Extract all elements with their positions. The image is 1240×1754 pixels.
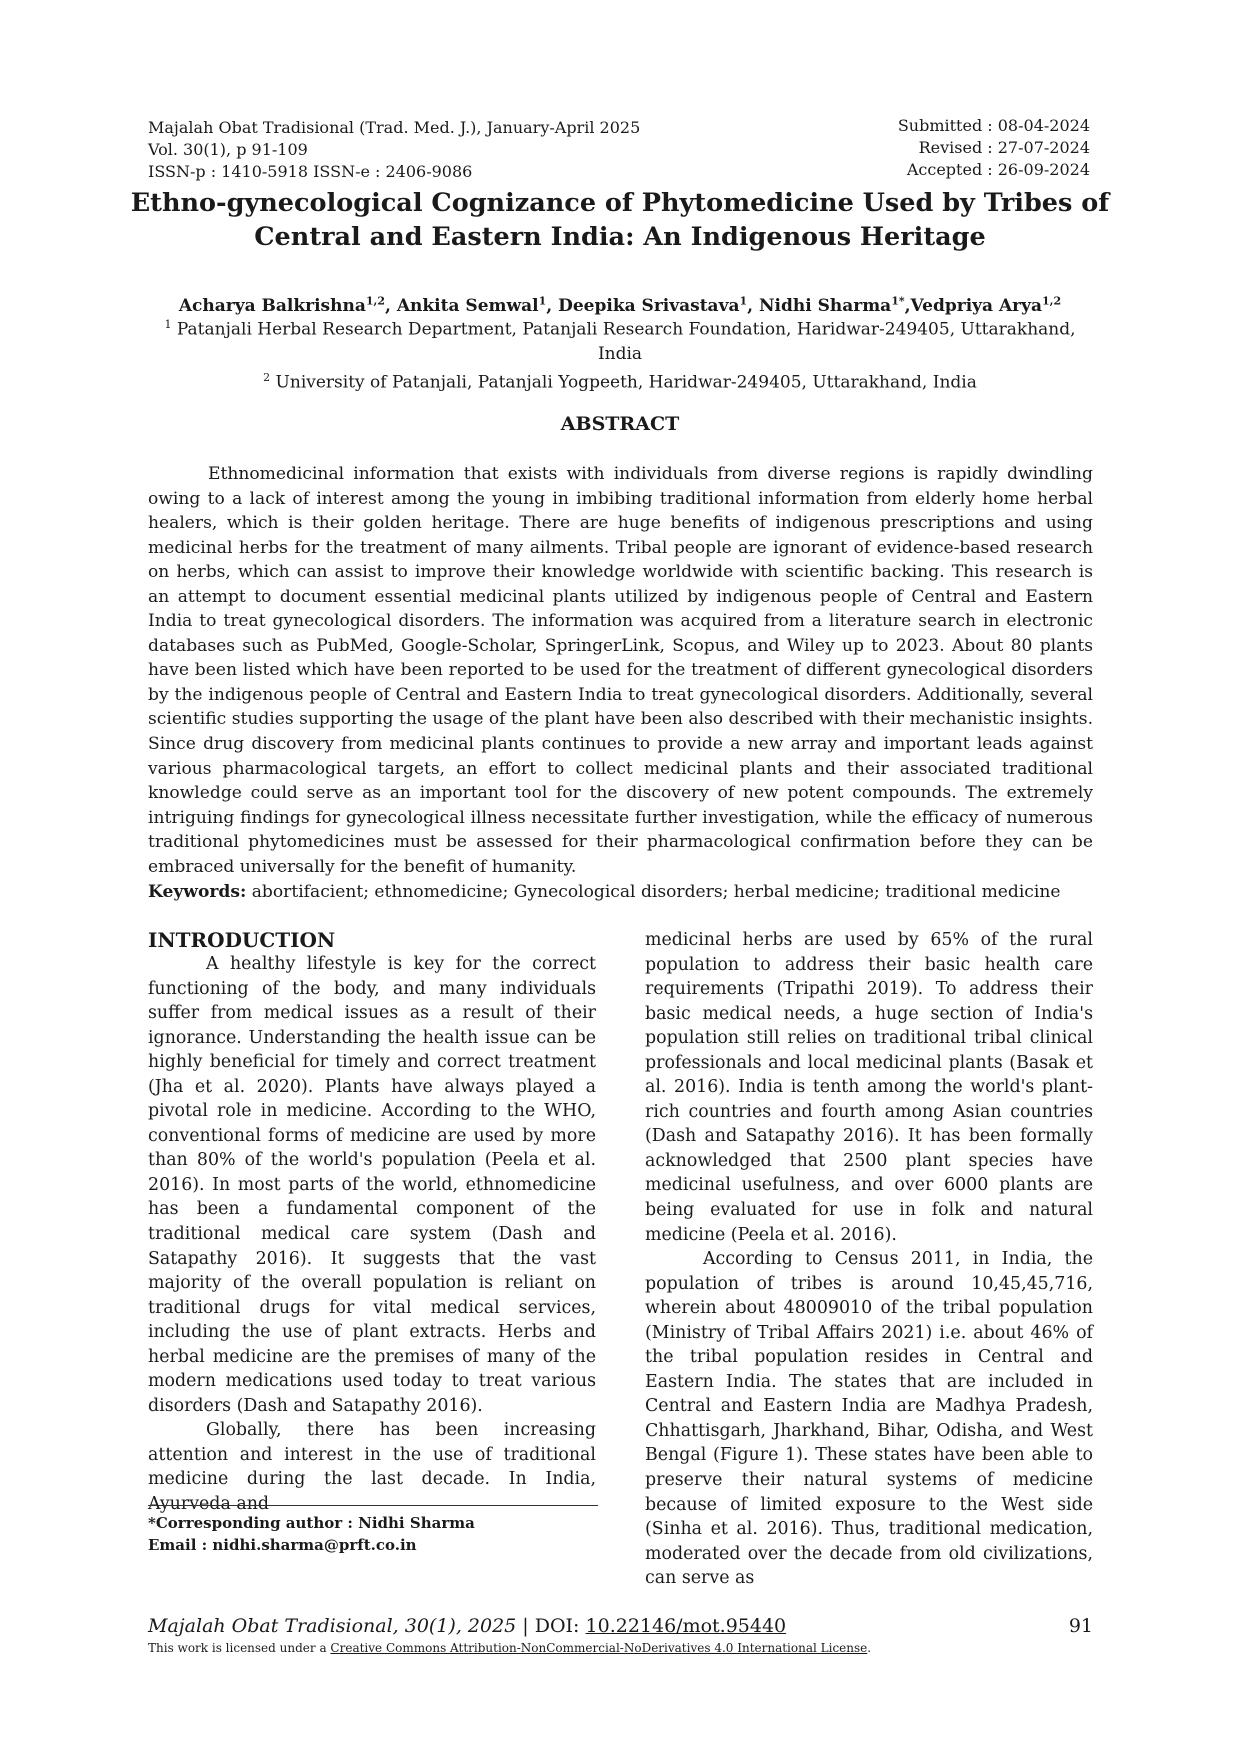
citation: Majalah Obat Tradisional, 30(1), 2025 [148, 1615, 517, 1637]
submission-dates [898, 115, 1090, 181]
section-heading-introduction: INTRODUCTION [148, 928, 336, 952]
doi-link[interactable]: 10.22146/mot.95440 [585, 1615, 787, 1637]
volume-info: Vol. 30(1), p 91-109 [148, 140, 308, 159]
author: Vedpriya Arya$^{1,2}$ [910, 294, 1062, 316]
keywords [148, 880, 1093, 904]
corresponding-author: *Corresponding author : Nidhi Sharma [148, 1514, 475, 1532]
license-link[interactable]: Creative Commons Attribution-NonCommercial-NoDerivatives 4.0 International License [330, 1641, 868, 1655]
abstract-text: Ethnomedicinal information that exists with individuals from diverse regions is rapidly dwindling owing to a lack of interest among the young in imbibing traditional information from elderly home herbal healers, which is their golden heritage. There are huge benefits of indigenous prescriptions and using medicinal herbs for the treatment of many ailments. Tribal people are ignorant of evidence-based research on herbs, which can assist to improve their knowledge worldwide with scientific backing. This research is an attempt to document essential medicinal plants utilized by indigenous people of Central and Eastern India to treat gynecological disorders. The information was acquired from a literature search in electronic databases such as PubMed, Google-Scholar, SpringerLink, Scopus, and Wiley up to 2023. About 80 plants have been listed which have been reported to be used for the treatment of different gynecological disorders by the indigenous people of Central and Eastern India to treat gynecological disorders. Additionally, several scientific studies supporting the usage of the plant have been also described with their mechanistic insights. Since drug discovery from medicinal plants continues to provide a new array and important leads against various pharmacological targets, an effort to collect medicinal plants and their associated traditional knowledge could serve as an important tool for the discovery of new potent compounds. The extremely intriguing findings for gynecological illness necessitate further investigation, while the efficacy of numerous traditional phytomedicines must be assessed for their pharmacological confirmation before they can be embraced universally for the benefit of humanity. [148, 464, 1093, 877]
accepted-date: Accepted : 26-09-2024 [906, 160, 1090, 179]
author: Nidhi Sharma$^{1*}$, [758, 294, 911, 316]
affiliation-2: $^2$ University of Patanjali, Patanjali Yogpeeth, Haridwar-249405, Uttarakhand, India [263, 370, 977, 393]
author: Acharya Balkrishna$^{1,2}$, [178, 294, 397, 316]
paragraph: According to Census 2011, in India, the population of tribes is around 10,45,45,716, wherein about 48009010 of the tribal population (Ministry of Tribal Affairs 2021) i.e. about 46% of the tribal population resides in Central and Eastern India. The states that are included in Central and Eastern India are Madhya Pradesh, Chhattisgarh, Jharkhand, Bihar, Odisha, and West Bengal (Figure 1). These states have been able to preserve their natural systems of medicine because of limited exposure to the West side (Sinha et al. 2016). Thus, traditional medication, moderated over the decade from old civilizations, can serve as [645, 1249, 1093, 1589]
submitted-date: Submitted : 08-04-2024 [897, 116, 1090, 135]
corresponding-author-note [148, 1512, 475, 1556]
keywords-text: abortifacient; ethnomedicine; Gynecological disorders; herbal medicine; traditional medicine [246, 882, 1061, 902]
page-number: 91 [1068, 1615, 1093, 1637]
journal-header [148, 117, 640, 183]
footer-citation: Majalah Obat Tradisional, 30(1), 2025 | DOI: 10.22146/mot.95440 [148, 1615, 787, 1637]
paragraph: Globally, there has been increasing attention and interest in the use of traditional medicine during the last decade. In India, Ayurveda and [148, 1420, 596, 1515]
title-line-2: Central and Eastern India: An Indigenous Heritage [254, 222, 986, 252]
license-notice: This work is licensed under a Creative Commons Attribution-NonCommercial-NoDerivatives 4.0 International License. [148, 1641, 872, 1655]
left-column [148, 928, 596, 1517]
author: Deepika Srivastava$^1$, [558, 294, 759, 316]
affiliation-1: $^1$ Patanjali Herbal Research Department, Patanjali Research Foundation, Haridwar-249405, Uttarakhand, India [164, 318, 1076, 364]
affiliations [140, 313, 1100, 394]
title-line-1: Ethno-gynecological Cognizance of Phytomedicine Used by Tribes of [130, 188, 1110, 218]
footnote-divider [148, 1505, 598, 1506]
author-email: Email : nidhi.sharma@prft.co.in [148, 1536, 417, 1554]
author: Ankita Semwal$^1$, [396, 294, 559, 316]
paragraph: A healthy lifestyle is key for the correct functioning of the body, and many individuals suffer from medical issues as a result of their ignorance. Understanding the health issue can be highly beneficial for timely and correct treatment (Jha et al. 2020). Plants have always played a pivotal role in medicine. According to the WHO, conventional forms of medicine are used by more than 80% of the world's population (Peela et al. 2016). In most parts of the world, ethnomedicine has been a fundamental component of the traditional medical care system (Dash and Satapathy 2016). It suggests that the vast majority of the overall population is reliant on traditional drugs for vital medical services, including the use of plant extracts. Herbs and herbal medicine are the premises of many of the modern medications used today to treat various disorders (Dash and Satapathy 2016). [148, 954, 596, 1416]
revised-date: Revised : 27-07-2024 [918, 138, 1090, 157]
keywords-label: Keywords: [148, 882, 247, 902]
abstract-heading: ABSTRACT [560, 413, 680, 435]
paragraph: medicinal herbs are used by 65% of the rural population to address their basic health care requirements (Tripathi 2019). To address their basic medical needs, a huge section of India's population still relies on traditional tribal clinical professionals and local medicinal plants (Basak et al. 2016). India is tenth among the world's plant-rich countries and fourth among Asian countries (Dash and Satapathy 2016). It has been formally acknowledged that 2500 plant species have medicinal usefulness, and over 6000 plants are being evaluated for use in folk and natural medicine (Peela et al. 2016). [645, 930, 1093, 1245]
paper-title [100, 186, 1140, 254]
right-column [645, 928, 1093, 1591]
issn-info: ISSN-p : 1410-5918 ISSN-e : 2406-9086 [148, 162, 473, 181]
journal-name: Majalah Obat Tradisional (Trad. Med. J.), January-April 2025 [148, 118, 641, 137]
